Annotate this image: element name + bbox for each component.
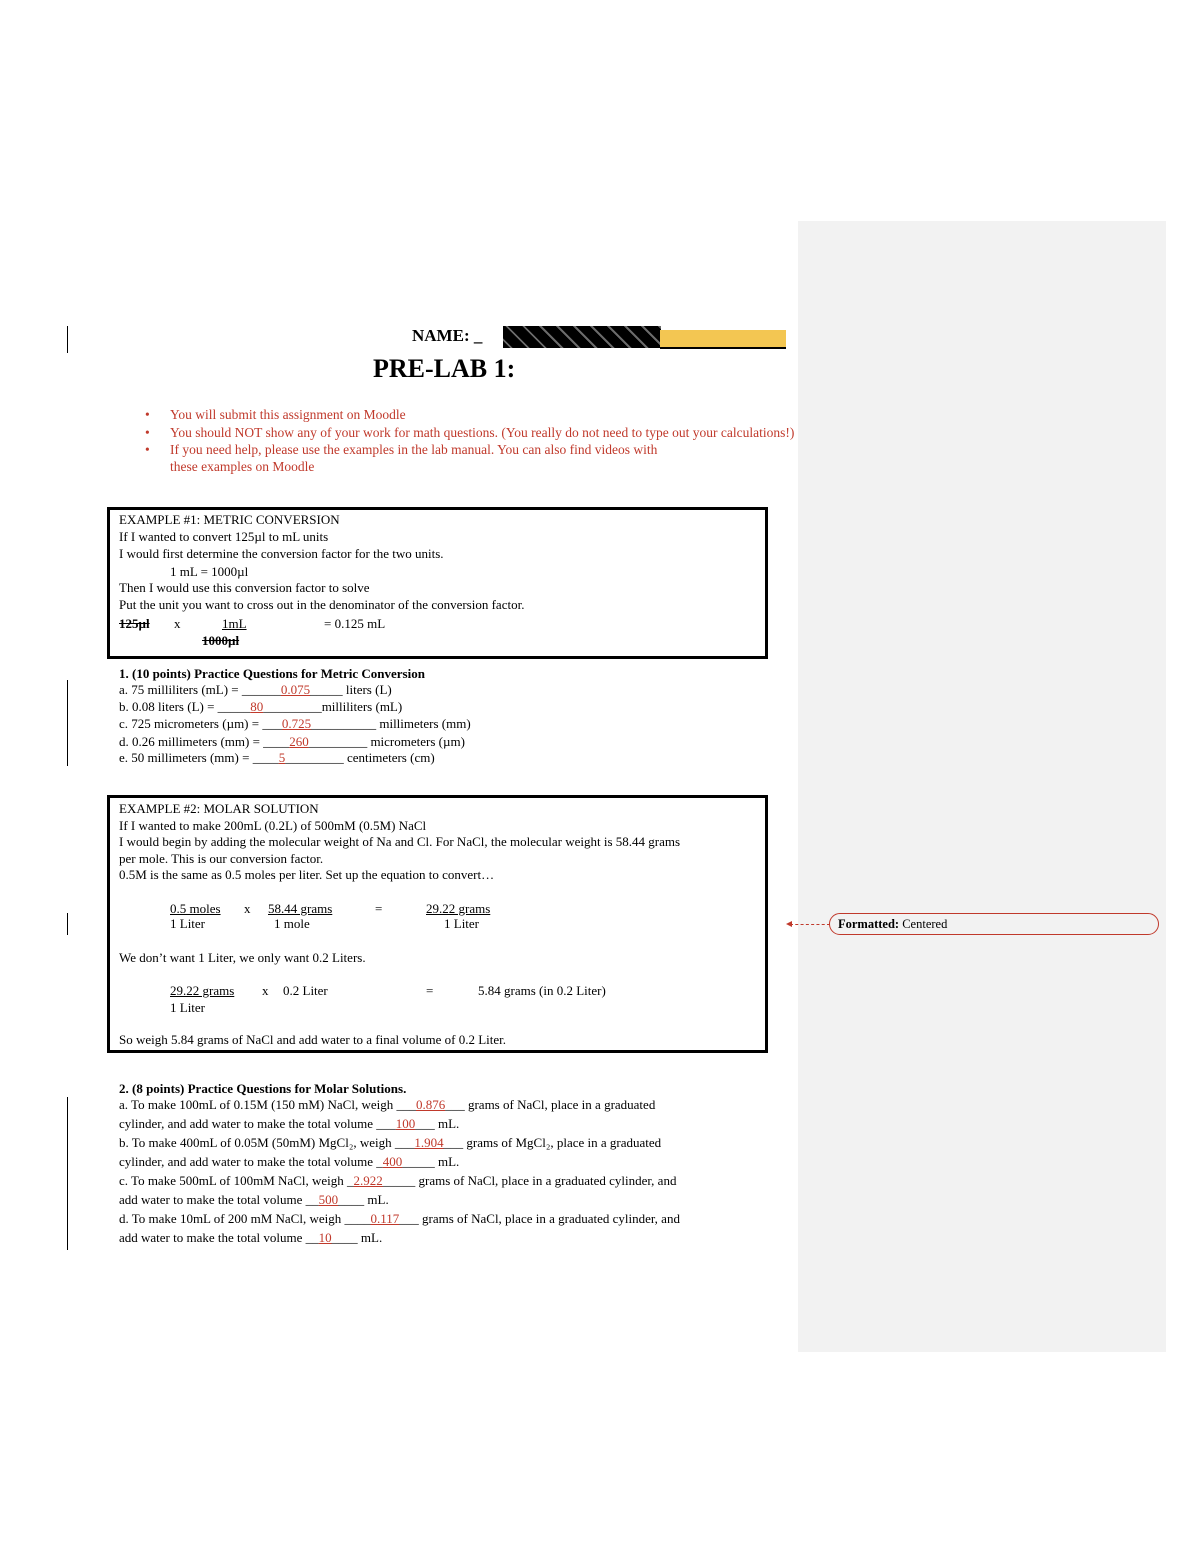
instruction-item: • If you need help, please use the examples in the lab manual. You can also find videos with these examples on Moodle <box>145 442 680 475</box>
q2-line: cylinder, and add water to make the total volume ___100___ mL. <box>119 1116 460 1131</box>
eq2-a-numerator: 29.22 grams <box>170 983 235 998</box>
name-label: NAME: _ <box>412 326 483 345</box>
page-title: PRE-LAB 1: <box>373 354 516 383</box>
change-bar <box>67 913 68 935</box>
comment-text: Centered <box>899 917 948 931</box>
example1-calc-result: = 0.125 mL <box>324 616 386 631</box>
eq2-a-denominator: 1 Liter <box>170 1000 206 1015</box>
eq1-c-denominator: 1 Liter <box>444 916 480 931</box>
eq1-a-denominator: 1 Liter <box>170 916 206 931</box>
example2-heading: EXAMPLE #2: MOLAR SOLUTION <box>119 801 319 816</box>
q2-line: c. To make 500mL of 100mM NaCl, weigh _2.922_____ grams of NaCl, place in a graduated cylinder, and <box>119 1173 677 1188</box>
example1-line: I would first determine the conversion factor for the two units. <box>119 546 444 561</box>
q2-line: add water to make the total volume __500____ mL. <box>119 1192 389 1207</box>
comment-margin-panel <box>798 221 1166 1352</box>
example1-calc-denominator: 1000µl <box>202 633 240 648</box>
example1-heading: EXAMPLE #1: METRIC CONVERSION <box>119 512 340 527</box>
example1-calc-left: 125µl <box>119 616 150 631</box>
eq2-equals: = <box>426 983 434 998</box>
example2-line: per mole. This is our conversion factor. <box>119 851 324 866</box>
change-bar <box>67 326 68 353</box>
example1-line: Put the unit you want to cross out in the denominator of the conversion factor. <box>119 597 525 612</box>
q2-line: a. To make 100mL of 0.15M (150 mM) NaCl, weigh ___0.876___ grams of NaCl, place in a graduated <box>119 1097 656 1112</box>
q1-item: e. 50 millimeters (mm) = ____5_________ centimeters (cm) <box>119 750 435 765</box>
redacted-name <box>503 326 661 348</box>
example2-line: 0.5M is the same as 0.5 moles per liter. Set up the equation to convert… <box>119 867 495 882</box>
eq2-x: x <box>262 983 269 998</box>
eq1-equals: = <box>375 901 383 916</box>
eq1-c-numerator: 29.22 grams <box>426 901 491 916</box>
change-bar <box>67 1097 68 1250</box>
comment-connector <box>790 924 830 925</box>
formatting-comment[interactable] <box>829 913 1159 935</box>
instruction-item: • You will submit this assignment on Moodle <box>145 407 795 424</box>
q2-line: add water to make the total volume __10____ mL. <box>119 1230 383 1245</box>
comment-label: Formatted: <box>838 917 900 931</box>
eq1-b-numerator: 58.44 grams <box>268 901 333 916</box>
q2-heading: 2. (8 points) Practice Questions for Molar Solutions. <box>119 1081 407 1096</box>
eq1-x: x <box>244 901 251 916</box>
q2-line: cylinder, and add water to make the total volume _400_____ mL. <box>119 1154 460 1169</box>
example1-calc-x: x <box>174 616 181 631</box>
q2-line: b. To make 400mL of 0.05M (50mM) MgCl₂, weigh ___1.904___ grams of MgCl₂, place in a graduated <box>119 1135 662 1150</box>
q1-item: b. 0.08 liters (L) = _____80_________milliliters (mL) <box>119 699 403 714</box>
eq2-result: 5.84 grams (in 0.2 Liter) <box>478 983 606 998</box>
example1-calc-numerator: 1mL <box>222 616 247 631</box>
example1-line: If I wanted to convert 125µl to mL units <box>119 529 329 544</box>
example2-line: So weigh 5.84 grams of NaCl and add water to a final volume of 0.2 Liter. <box>119 1032 507 1047</box>
eq2-b: 0.2 Liter <box>283 983 328 998</box>
eq1-a-numerator: 0.5 moles <box>170 901 221 916</box>
q1-item: c. 725 micrometers (µm) = ___0.725__________ millimeters (mm) <box>119 716 471 731</box>
example1-line: Then I would use this conversion factor to solve <box>119 580 370 595</box>
example2-line: I would begin by adding the molecular weight of Na and Cl. For NaCl, the molecular weight is 58.44 grams <box>119 834 681 849</box>
q1-item: a. 75 milliliters (mL) = ______0.075_____ liters (L) <box>119 682 392 697</box>
instruction-item: • You should NOT show any of your work for math questions. (You really do not need to type out your calculations!) <box>145 425 795 442</box>
q1-heading: 1. (10 points) Practice Questions for Metric Conversion <box>119 666 425 681</box>
example2-line: We don’t want 1 Liter, we only want 0.2 Liters. <box>119 950 366 965</box>
example1-line: 1 mL = 1000µl <box>170 564 249 579</box>
eq1-b-denominator: 1 mole <box>274 916 310 931</box>
example2-line: If I wanted to make 200mL (0.2L) of 500mM (0.5M) NaCl <box>119 818 427 833</box>
name-highlight <box>660 330 786 349</box>
q2-line: d. To make 10mL of 200 mM NaCl, weigh ____0.117___ grams of NaCl, place in a graduated cylinder, and <box>119 1211 680 1226</box>
change-bar <box>67 680 68 766</box>
q1-item: d. 0.26 millimeters (mm) = ____260_________ micrometers (µm) <box>119 734 465 749</box>
instructions-list <box>145 407 795 476</box>
